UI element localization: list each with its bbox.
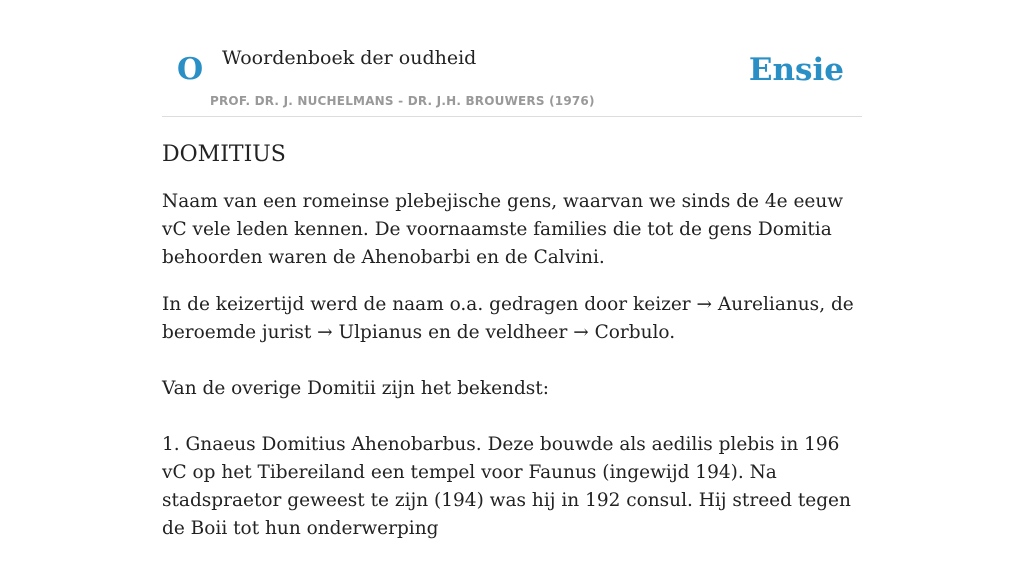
arrow-right-icon: →: [696, 294, 713, 315]
paragraph-text: .: [669, 322, 676, 343]
reference-link-corbulo[interactable]: [573, 322, 669, 343]
reference-label: Aurelianus: [712, 294, 820, 315]
paragraph-text: , de beroemde jurist: [162, 294, 854, 343]
arrow-right-icon: →: [317, 322, 333, 343]
reference-link-ulpianus[interactable]: [317, 322, 422, 343]
arrow-right-icon: →: [573, 322, 589, 343]
entry-paragraph: Naam van een romeinse plebejische gens, waarvan we sinds de 4e eeuw vC vele leden kennen. De voornaamste families die tot de gens Domitia behoorden waren de Ahenobarbi en de Calvini.: [162, 191, 844, 268]
ensie-logo[interactable]: Ensie: [748, 52, 844, 88]
paragraph-text: en de veldheer: [422, 322, 574, 343]
reference-label: Ulpianus: [332, 322, 423, 343]
book-title[interactable]: Woordenboek der oudheid: [222, 47, 477, 69]
entry-content: [162, 138, 862, 562]
reference-link-aurelianus[interactable]: [697, 294, 820, 315]
entry-paragraph: [162, 291, 862, 347]
header: [162, 36, 862, 117]
letter-index[interactable]: O: [177, 52, 204, 87]
entry-paragraph: Van de overige Domitii zijn het bekendst:: [162, 378, 549, 399]
book-authors: PROF. DR. J. NUCHELMANS - DR. J.H. BROUWERS (1976): [210, 94, 595, 108]
reference-label: Corbulo: [588, 322, 670, 343]
entry-title: DOMITIUS: [162, 142, 286, 167]
entry-paragraph: 1. Gnaeus Domitius Ahenobarbus. Deze bouwde als aedilis plebis in 196 vC op het Tibereiland een tempel voor Faunus (ingewijd 194). Na stadspraetor geweest te zijn (194) was hij in 192 consul. Hij streed tegen de Boii tot hun onderwerping: [162, 434, 851, 539]
paragraph-text: In de keizertijd werd de naam o.a. gedragen door keizer: [162, 294, 697, 315]
